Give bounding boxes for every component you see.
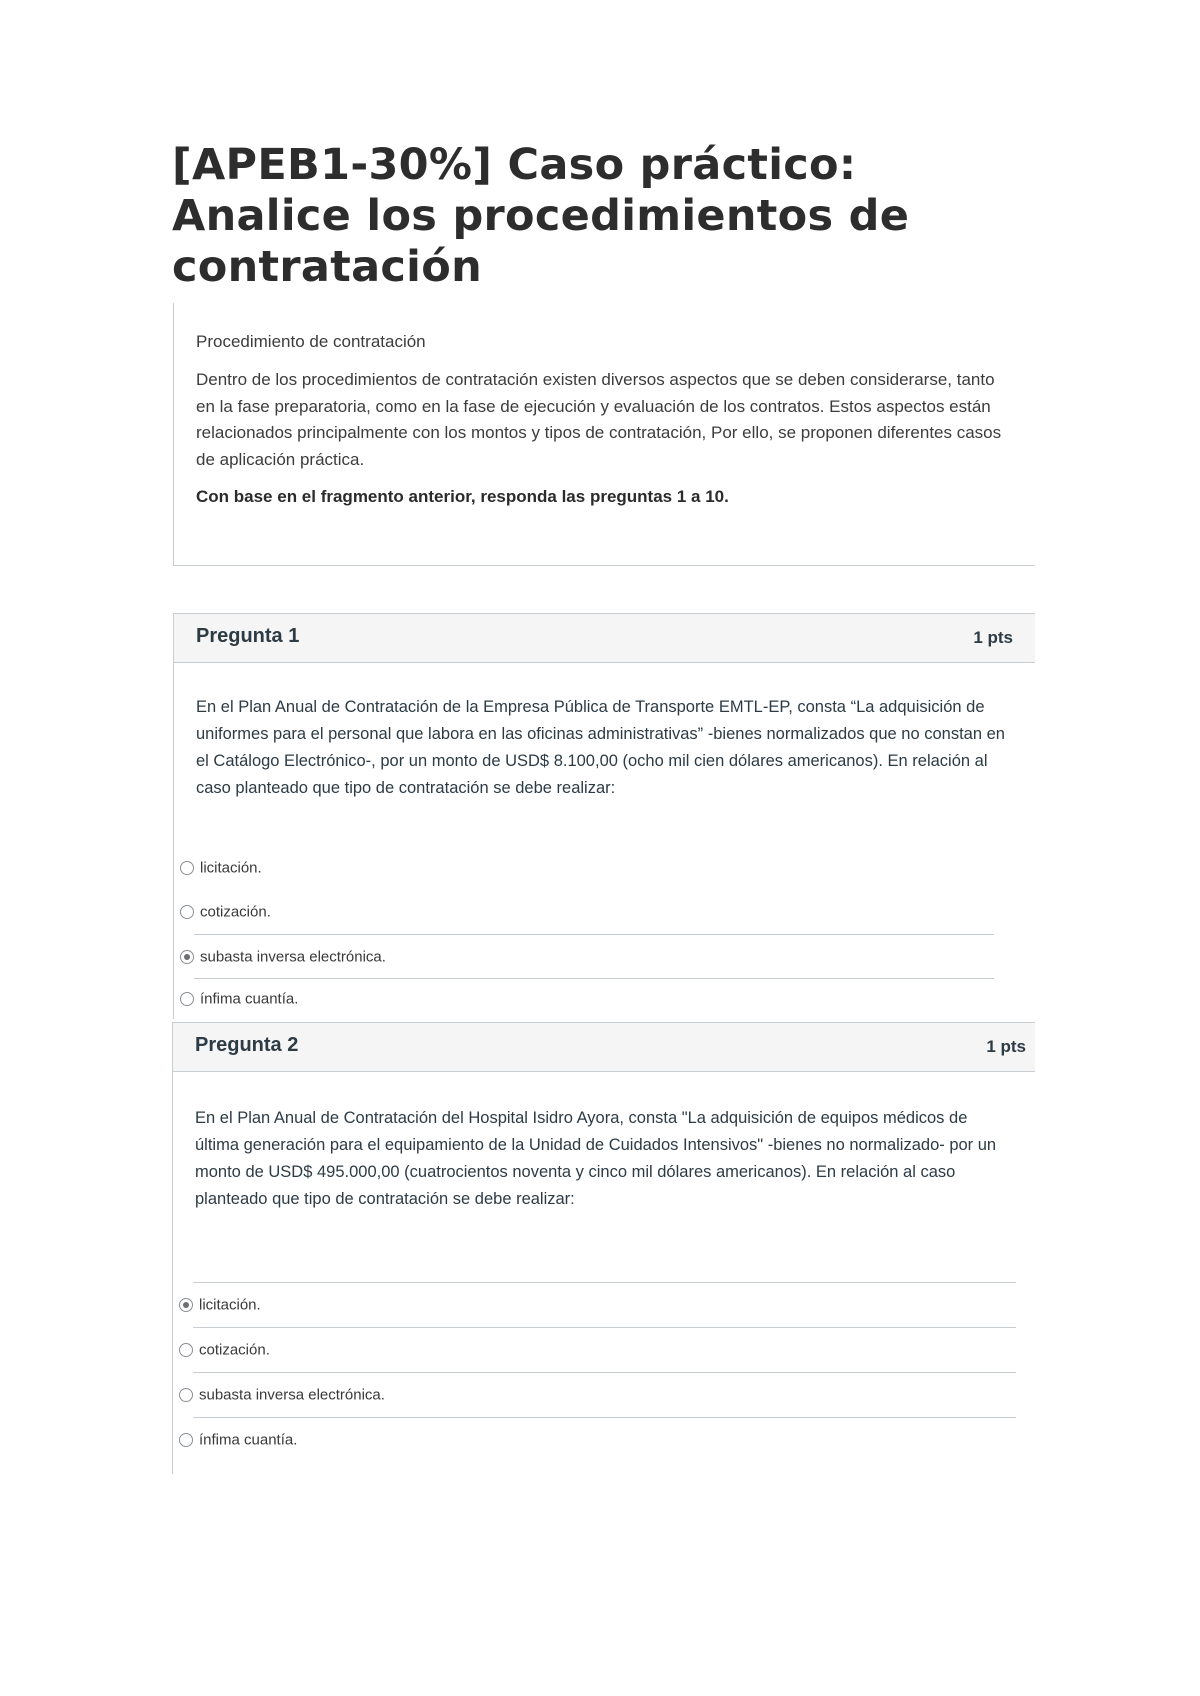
question-header [173, 1022, 1035, 1072]
answer-label: subasta inversa electrónica. [200, 948, 386, 966]
answer-label: ínfima cuantía. [200, 990, 299, 1008]
radio-button[interactable] [179, 1388, 193, 1402]
radio-button[interactable] [180, 950, 194, 964]
question-2 [172, 1022, 1035, 1474]
radio-button[interactable] [179, 1298, 193, 1312]
intro-body: Dentro de los procedimientos de contratación existen diversos aspectos que se deben considerarse, tanto en la fase preparatoria, como en la fase de ejecución y evaluación de los contratos. Estos aspectos están relacionados principalmente con los montos y tipos de contratación, Por ello, se proponen diferentes casos de aplicación práctica. [196, 370, 1002, 469]
answer-label: licitación. [199, 1296, 261, 1314]
question-title: Pregunta 2 [195, 1034, 299, 1056]
question-points: 1 pts [973, 628, 1013, 647]
answer-option[interactable] [173, 1328, 1013, 1372]
answer-option[interactable] [174, 979, 994, 1019]
answer-option[interactable] [174, 890, 994, 934]
radio-button[interactable] [180, 992, 194, 1006]
radio-button[interactable] [179, 1433, 193, 1447]
intro-panel [173, 303, 1035, 566]
radio-button[interactable] [180, 861, 194, 875]
question-1 [173, 613, 1035, 1019]
answer-option[interactable] [173, 1373, 1013, 1417]
answer-label: ínfima cuantía. [199, 1431, 298, 1449]
page-title: [APEB1-30%] Caso práctico: Analice los procedimientos de contratación [172, 140, 910, 292]
question-text: En el Plan Anual de Contratación de la Empresa Pública de Transporte EMTL-EP, consta “La adquisición de uniformes para el personal que labora en las oficinas administrativas” -bienes normalizados que no constan en el Catálogo Electrónico-, por un monto de USD$ 8.100,00 (ocho mil cien dólares americanos). En relación al caso planteado que tipo de contratación se debe realizar: [196, 698, 1005, 797]
answer-label: subasta inversa electrónica. [199, 1386, 385, 1404]
question-points: 1 pts [986, 1037, 1026, 1056]
radio-button[interactable] [179, 1343, 193, 1357]
answer-option[interactable] [173, 1418, 1013, 1462]
answer-label: cotización. [199, 1341, 270, 1359]
answer-option[interactable] [174, 935, 994, 979]
answer-label: licitación. [200, 859, 262, 877]
answer-option[interactable] [174, 846, 994, 890]
question-title: Pregunta 1 [196, 625, 300, 647]
answer-label: cotización. [200, 903, 271, 921]
intro-instruction: Con base en el fragmento anterior, responda las preguntas 1 a 10. [196, 487, 729, 506]
question-header [174, 613, 1035, 663]
question-text: En el Plan Anual de Contratación del Hospital Isidro Ayora, consta "La adquisición de equipos médicos de última generación para el equipamiento de la Unidad de Cuidados Intensivos" -bienes no normalizado- por un monto de USD$ 495.000,00 (cuatrocientos noventa y cinco mil dólares americanos). En relación al caso planteado que tipo de contratación se debe realizar: [195, 1109, 997, 1208]
radio-button[interactable] [180, 905, 194, 919]
intro-heading: Procedimiento de contratación [196, 332, 426, 351]
answer-option[interactable] [173, 1283, 1013, 1327]
